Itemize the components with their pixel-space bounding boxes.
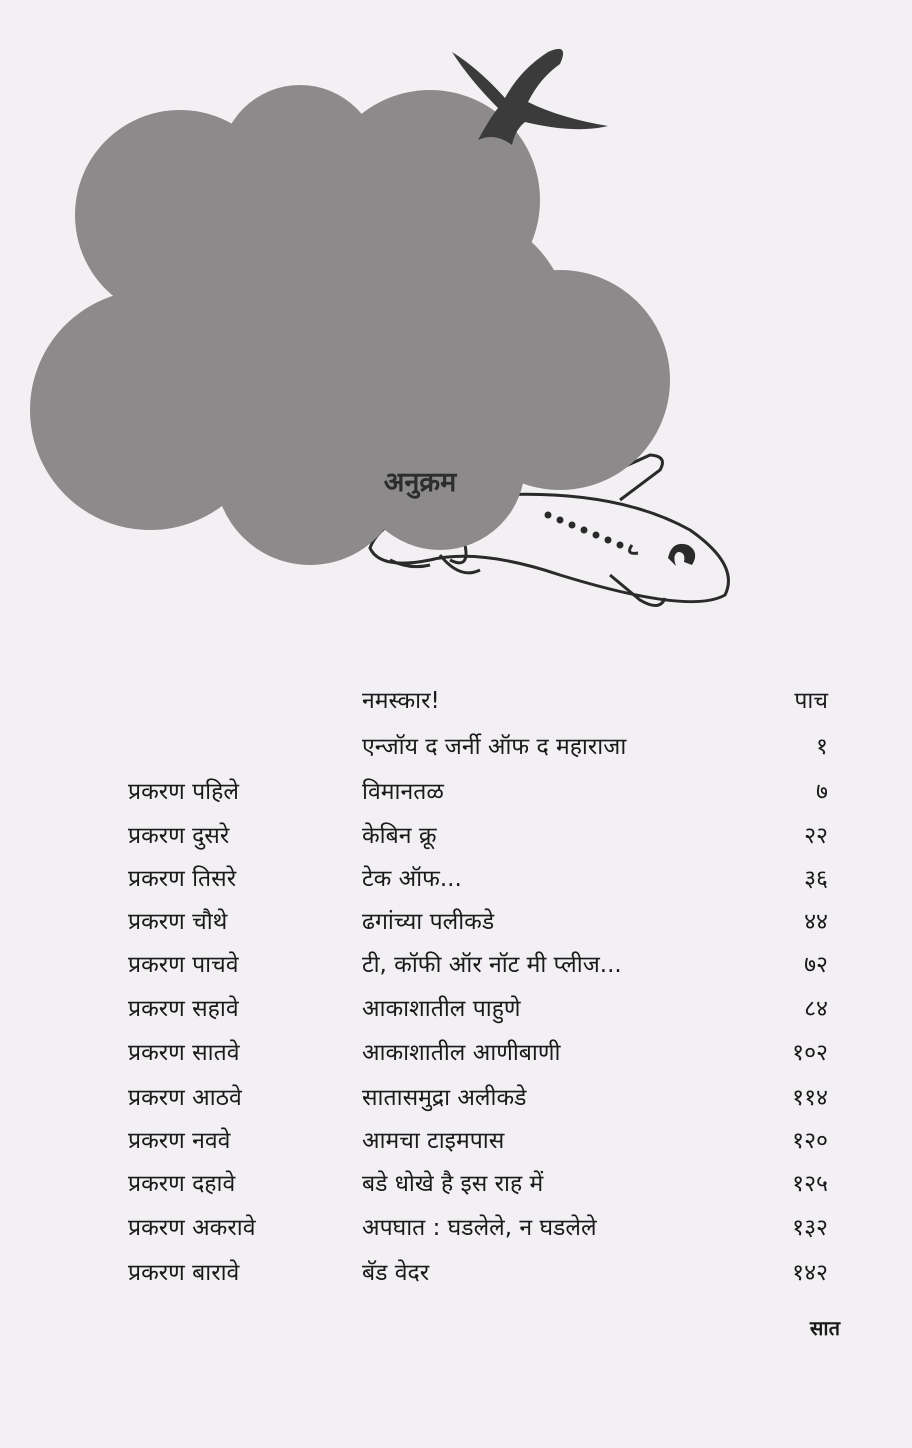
toc-chapter-label: प्रकरण अकरावे [128, 1215, 256, 1241]
toc-page-number: ४४ [804, 909, 828, 935]
toc-row [0, 1255, 912, 1295]
contents-heading: अनुक्रम [383, 467, 457, 498]
toc-page-number: ७२ [804, 952, 828, 978]
toc-page-number: १ [816, 734, 828, 760]
toc-title: नमस्कार! [362, 688, 440, 714]
toc-chapter-label: प्रकरण बारावे [128, 1260, 240, 1286]
toc-title: टी, कॉफी ऑर नॉट मी प्लीज... [362, 952, 622, 978]
toc-chapter-label: प्रकरण दुसरे [128, 823, 230, 849]
toc-page-number: १२० [792, 1128, 828, 1154]
toc-page-number: १२५ [792, 1171, 828, 1197]
toc-chapter-label: प्रकरण चौथे [128, 909, 228, 935]
toc-row [0, 1080, 912, 1120]
cover-illustration [0, 0, 912, 640]
toc-row [0, 904, 912, 944]
toc-page-number: ११४ [792, 1085, 828, 1111]
toc-title: बडे धोखे है इस राह में [362, 1171, 544, 1197]
toc-title: विमानतळ [362, 779, 444, 805]
toc-row [0, 818, 912, 858]
toc-row [0, 1035, 912, 1075]
toc-row [0, 1210, 912, 1250]
toc-page-number: ८४ [804, 996, 828, 1022]
toc-title: बॅड वेदर [362, 1260, 430, 1286]
toc-title: एन्जॉय द जर्नी ऑफ द महाराजा [362, 734, 627, 760]
toc-page-number: १३२ [792, 1215, 828, 1241]
toc-page-number: १०२ [792, 1040, 828, 1066]
toc-page-number: २२ [804, 823, 828, 849]
toc-chapter-label: प्रकरण नववे [128, 1128, 231, 1154]
toc-title: टेक ऑफ... [362, 866, 462, 892]
toc-page-number: ७ [816, 779, 828, 805]
toc-title: केबिन क्रू [362, 823, 437, 849]
toc-chapter-label: प्रकरण तिसरे [128, 866, 237, 892]
toc-title: आकाशातील आणीबाणी [362, 1040, 561, 1066]
toc-page-number: १४२ [792, 1260, 828, 1286]
toc-chapter-label: प्रकरण सहावे [128, 996, 239, 1022]
toc-title: ढगांच्या पलीकडे [362, 909, 495, 935]
toc-row [0, 729, 912, 769]
toc-title: आमचा टाइमपास [362, 1128, 505, 1154]
toc-row [0, 861, 912, 901]
toc-chapter-label: प्रकरण सातवे [128, 1040, 240, 1066]
toc-row [0, 991, 912, 1031]
toc-page-number: ३६ [804, 866, 828, 892]
toc-row [0, 947, 912, 987]
toc-chapter-label: प्रकरण पहिले [128, 779, 239, 805]
toc-row [0, 774, 912, 814]
toc-title: सातासमुद्रा अलीकडे [362, 1085, 527, 1111]
toc-chapter-label: प्रकरण दहावे [128, 1171, 236, 1197]
toc-title: अपघात : घडलेले, न घडलेले [362, 1215, 597, 1241]
toc-row [0, 1166, 912, 1206]
toc-row [0, 683, 912, 723]
page-folio: सात [809, 1316, 840, 1340]
toc-chapter-label: प्रकरण आठवे [128, 1085, 242, 1111]
toc-title: आकाशातील पाहुणे [362, 996, 521, 1022]
toc-row [0, 1123, 912, 1163]
toc-page-number: पाच [794, 688, 828, 714]
toc-chapter-label: प्रकरण पाचवे [128, 952, 239, 978]
